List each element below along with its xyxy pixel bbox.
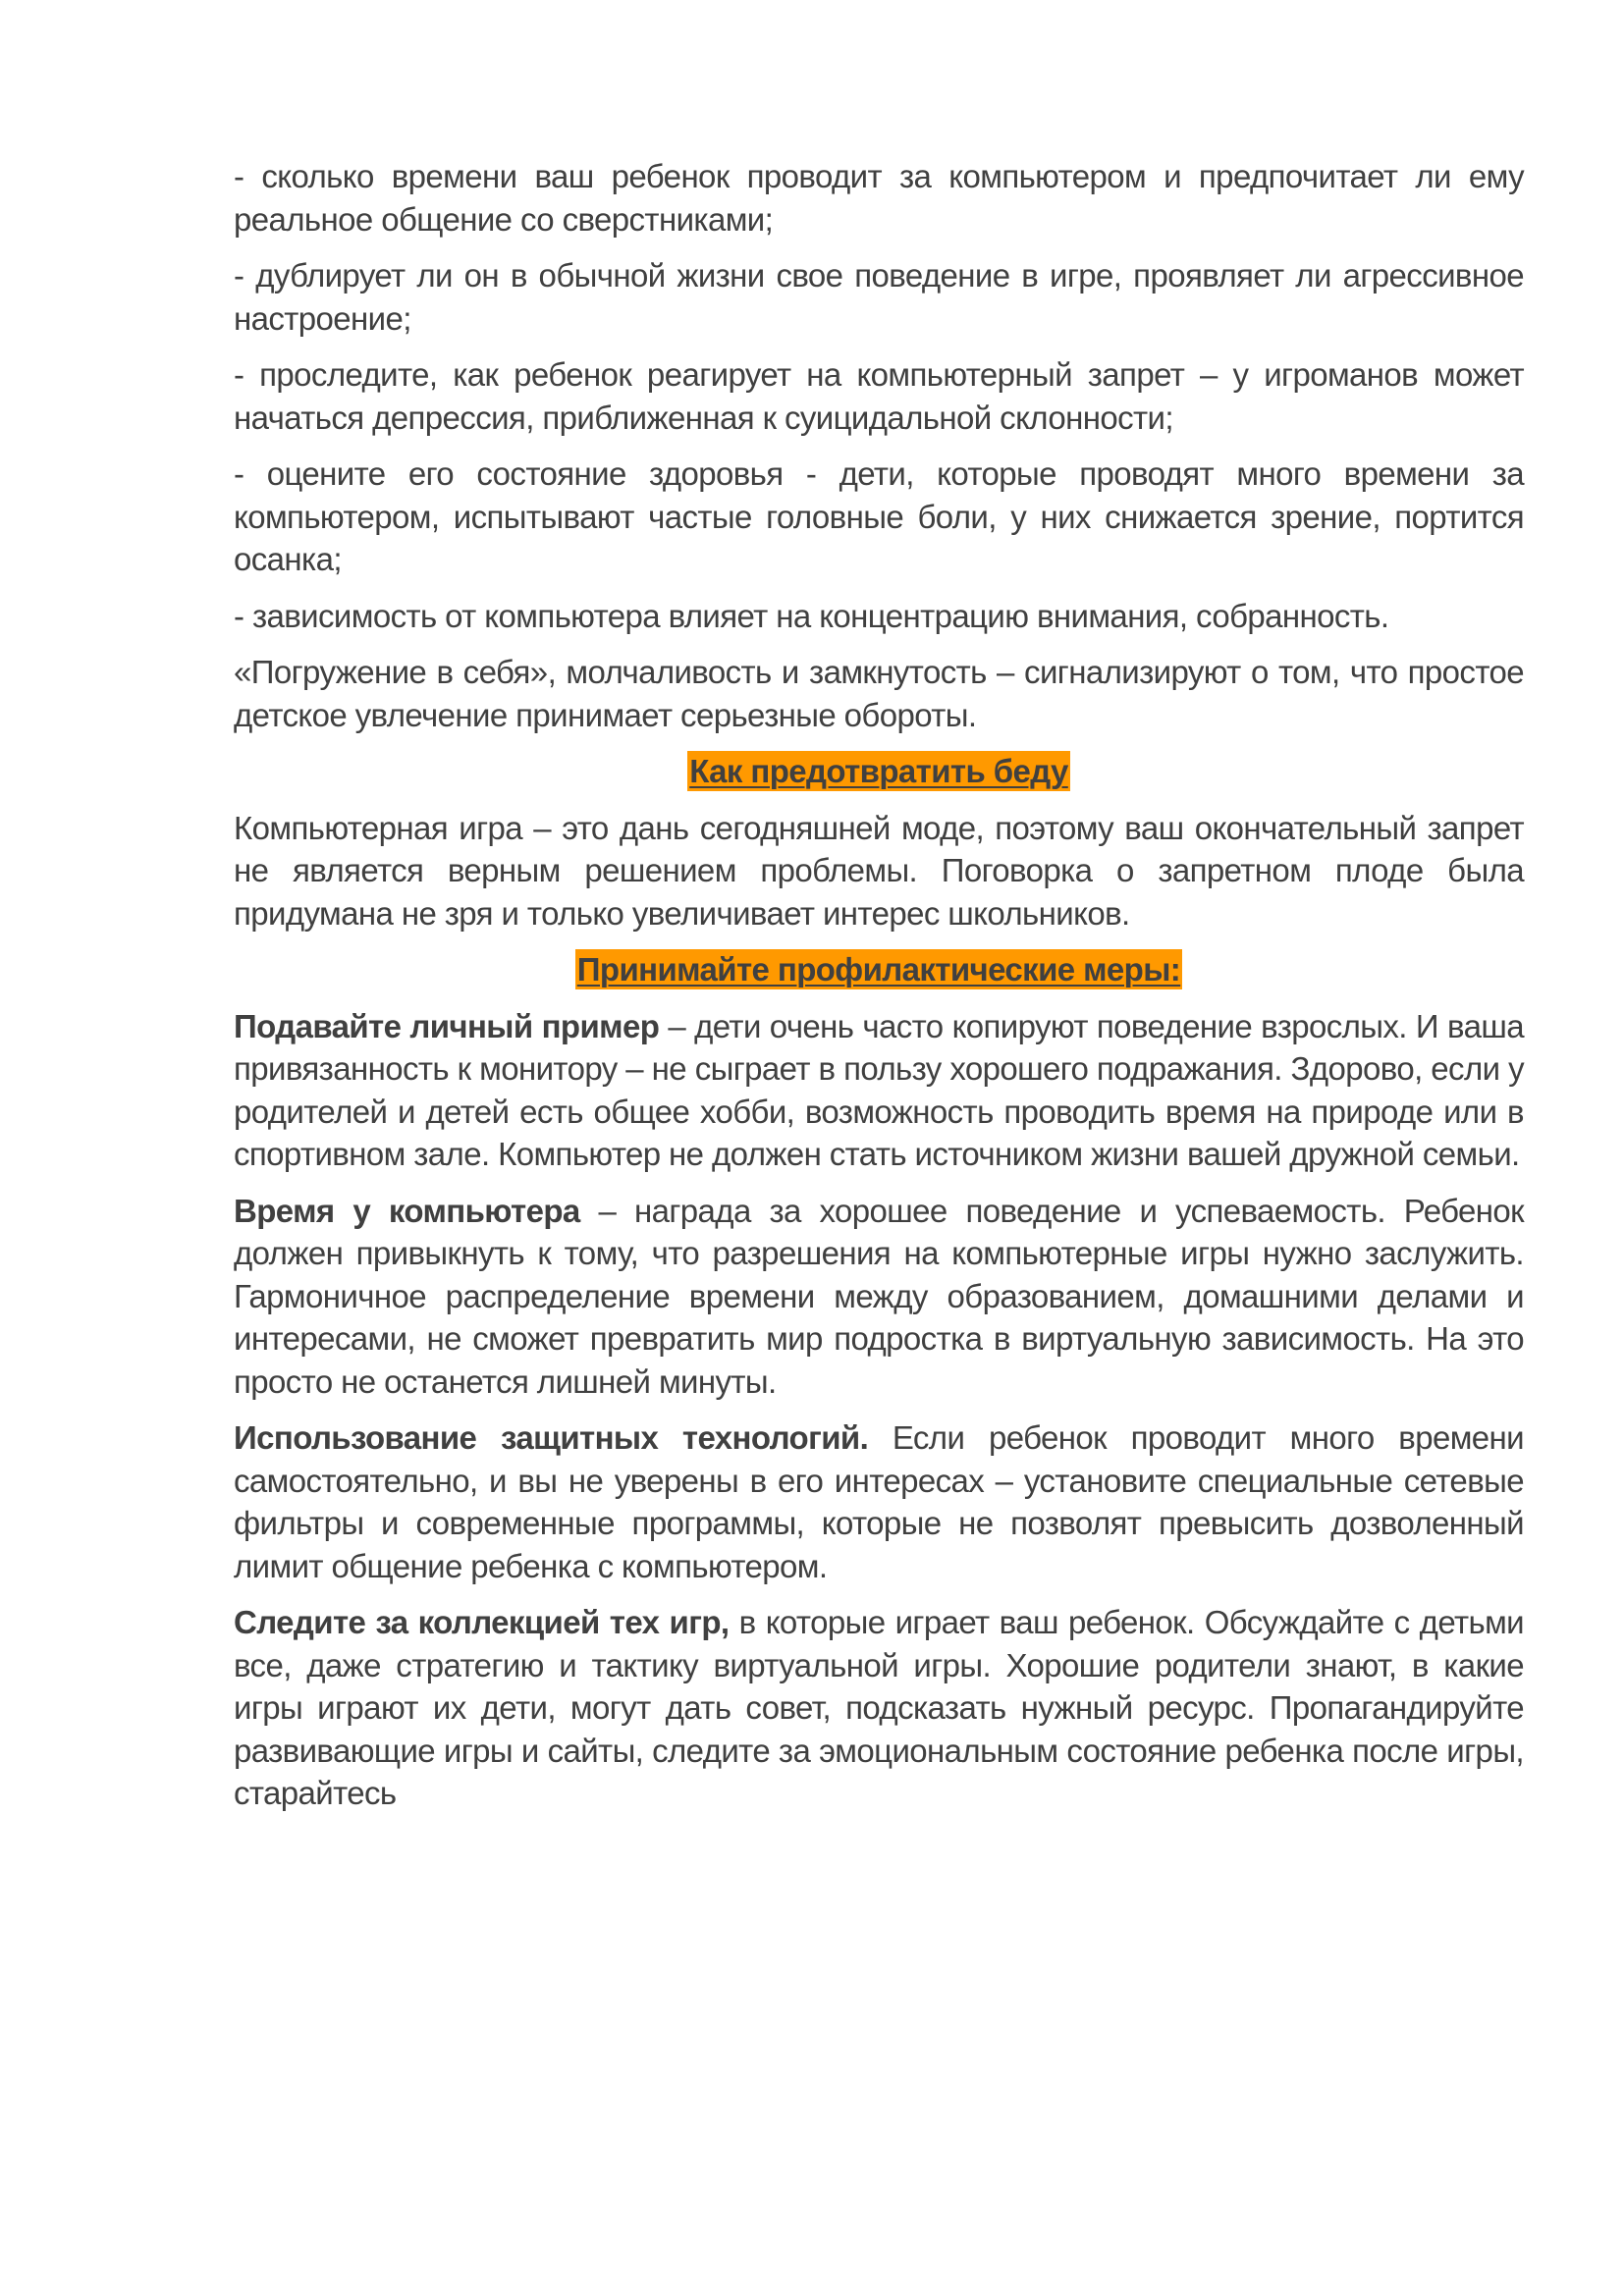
- paragraph-reaction-to-ban: - проследите, как ребенок реагирует на компьютерный запрет – у игроманов может начаться депрессия, приближенная к суицидальной склонности;: [234, 356, 1524, 436]
- heading-prevent-trouble: Как предотвратить беду: [689, 753, 1068, 789]
- measure-game-collection: [234, 1601, 1524, 1815]
- measure-text: в которые играет ваш ребенок. Обсуждайте с детьми все, даже стратегию и тактику виртуальной игры. Хорошие родители знают, в какие игры играют их дети, могут дать совет, подсказать нужный ресурс. Пропагандируйте развивающие игры и сайты, следите за эмоциональным состояние ребенка после игры, старайтесь: [234, 1604, 1524, 1811]
- measure-title: Время у компьютера: [234, 1192, 580, 1229]
- measure-text: Если ребенок проводит много времени самостоятельно, и вы не уверены в его интересах – установите специальные сетевые фильтры и современные программы, которые не позволят превысить дозволенный лимит общение ребенка с компьютером.: [234, 1419, 1524, 1584]
- paragraph-warning-signs: «Погружение в себя», молчаливость и замкнутость – сигнализируют о том, что простое детское увлечение принимает серьезные обороты.: [234, 654, 1524, 733]
- paragraph-health-state: - оцените его состояние здоровья - дети, которые проводят много времени за компьютером, испытывают частые головные боли, у них снижается зрение, портится осанка;: [234, 455, 1524, 577]
- measure-title: Следите за коллекцией тех игр,: [234, 1604, 730, 1640]
- measure-computer-time: [234, 1190, 1524, 1404]
- paragraph-concentration: - зависимость от компьютера влияет на концентрацию внимания, собранность.: [234, 597, 1389, 634]
- paragraph-time-at-computer: - сколько времени ваш ребенок проводит за компьютером и предпочитает ли ему реальное общение со сверстниками;: [234, 158, 1524, 238]
- heading-preventive-measures: Принимайте профилактические меры:: [576, 951, 1181, 988]
- measure-protective-tech: [234, 1416, 1524, 1587]
- measure-personal-example: [234, 1005, 1524, 1176]
- document-page: [234, 155, 1524, 1829]
- paragraph-behavior-in-game: - дублирует ли он в обычной жизни свое поведение в игре, проявляет ли агрессивное настроение;: [234, 257, 1524, 337]
- measure-title: Подавайте личный пример: [234, 1007, 660, 1044]
- heading-2-wrap: [234, 948, 1524, 991]
- paragraph-prevent: Компьютерная игра – это дань сегодняшней моде, поэтому ваш окончательный запрет не является верным решением проблемы. Поговорка о запретном плоде была придумана не зря и только увеличивает интерес школьников.: [234, 809, 1524, 932]
- heading-1-wrap: [234, 750, 1524, 793]
- measure-text: – награда за хорошее поведение и успеваемость. Ребенок должен привыкнуть к тому, что разрешения на компьютерные игры нужно заслужить. Гармоничное распределение времени между образованием, домашними делами и интересами, не сможет превратить мир подростка в виртуальную зависимость. На это просто не останется лишней минуты.: [234, 1192, 1524, 1400]
- measure-title: Использование защитных технологий.: [234, 1419, 869, 1456]
- measure-text: – дети очень часто копируют поведение взрослых. И ваша привязанность к монитору – не сыграет в пользу хорошего подражания. Здорово, если у родителей и детей есть общее хобби, возможность проводить время на природе или в спортивном зале. Компьютер не должен стать источником жизни вашей дружной семьи.: [234, 1007, 1524, 1172]
